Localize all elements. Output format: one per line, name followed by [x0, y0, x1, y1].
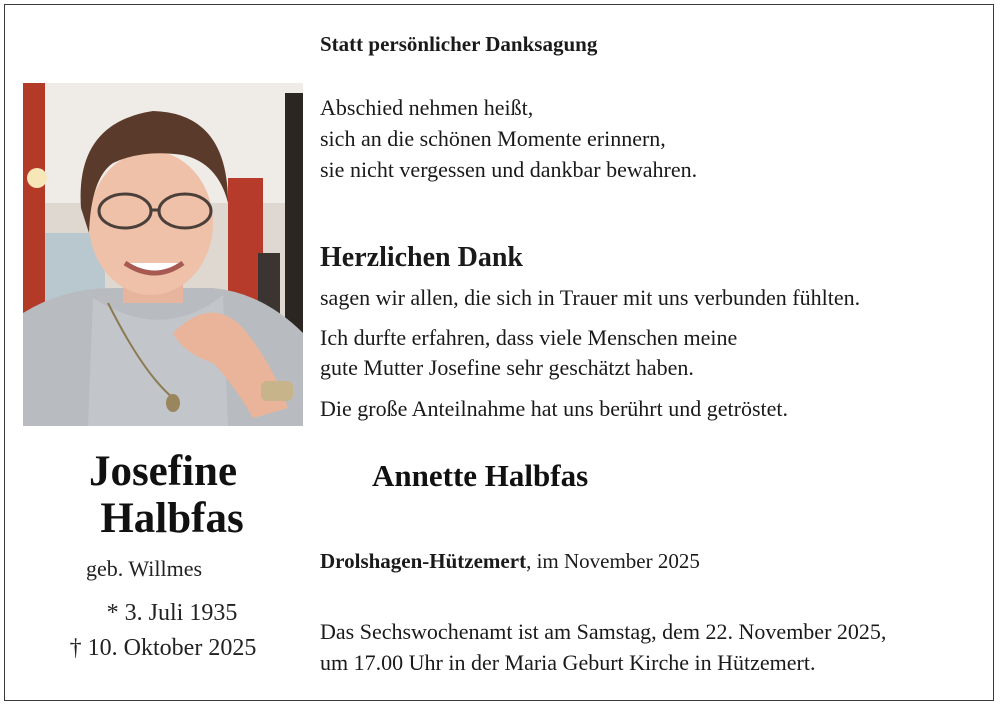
thanks-heading: Herzlichen Dank	[320, 242, 523, 273]
maiden-name: geb. Willmes	[86, 556, 203, 581]
notice-line: um 17.00 Uhr in der Maria Geburt Kirche in Hützemert.	[320, 650, 816, 675]
death-date: † 10. Oktober 2025	[69, 635, 257, 661]
poem-line: sich an die schönen Momente erinnern,	[320, 126, 666, 151]
place-month: , im November 2025	[526, 549, 700, 573]
poem-line: sie nicht vergessen und dankbar bewahren.	[320, 157, 698, 182]
thanks-line-2: Ich durfte erfahren, dass viele Menschen meine gute Mutter Josefine sehr geschätzt haben.	[320, 325, 738, 380]
thanks-line-1: sagen wir allen, die sich in Trauer mit uns verbunden fühlten.	[320, 285, 861, 310]
poem	[320, 92, 697, 185]
first-name: Josefine	[88, 448, 238, 495]
service-notice	[320, 616, 886, 678]
place-date	[320, 549, 700, 574]
header-title: Statt persönlicher Danksagung	[320, 32, 598, 56]
place-town: Drolshagen-Hützemert	[320, 549, 527, 573]
portrait-photo	[23, 83, 303, 426]
last-name: Halbfas	[100, 495, 244, 542]
deceased-name	[23, 448, 303, 542]
notice-line: Das Sechswochenamt ist am Samstag, dem 22. November 2025,	[320, 619, 887, 644]
thanks-line-3: Die große Anteilnahme hat uns berührt und getröstet.	[320, 396, 788, 421]
life-dates	[23, 596, 303, 666]
birth-date: * 3. Juli 1935	[106, 600, 238, 626]
signer-name: Annette Halbfas	[372, 458, 589, 493]
poem-line: Abschied nehmen heißt,	[320, 95, 534, 120]
